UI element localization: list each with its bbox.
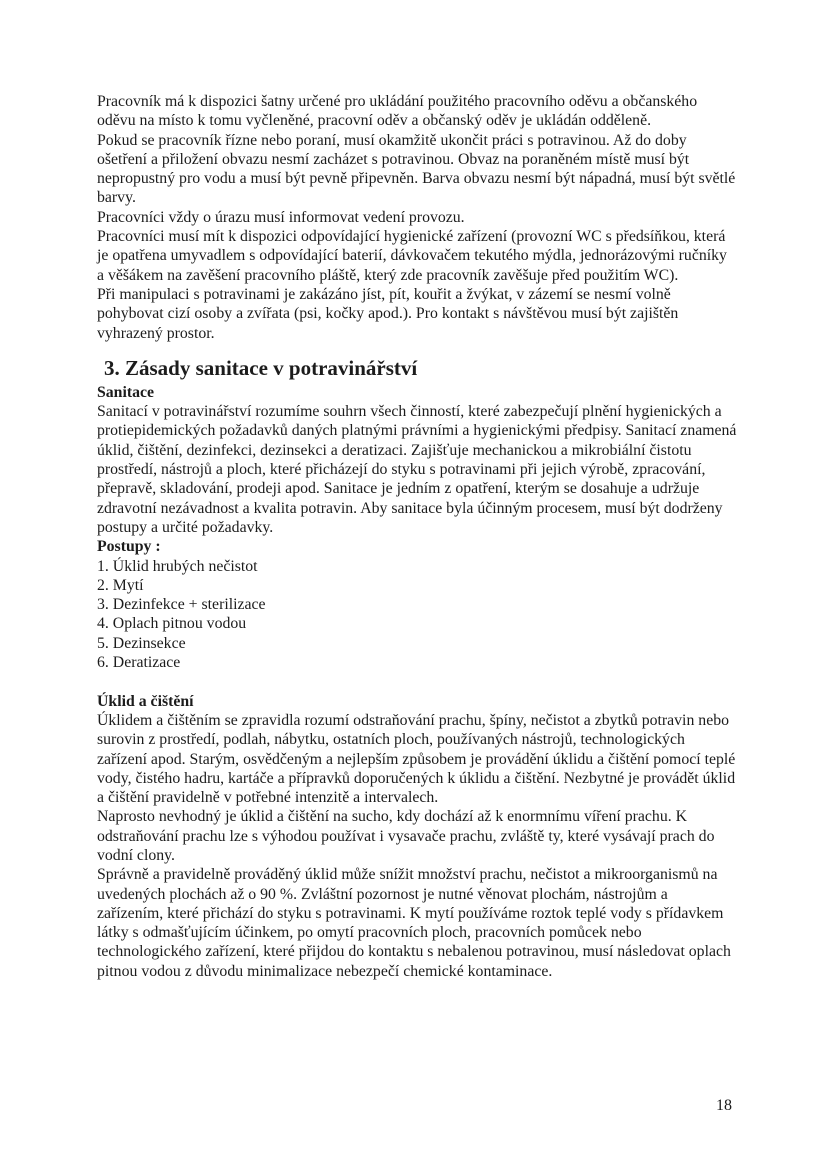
numbered-list-item-4: 4. Oplach pitnou vodou bbox=[97, 615, 247, 633]
paragraph-uklid-definition: Úklidem a čištěním se zpravidla rozumí odstraňování prachu, špíny, nečistot a zbytků potravin nebo surovin z prostředí, podlah, nábytku, ostatních ploch, používaných nástrojů, technologických zařízení apod. Starým, osvědčeným a nejlepším způsobem je provádění úklidu a čištění pomocí teplé vody, čistého hadru, kartáče a přípravků doporučených k úklidu a čištění. Nezbytné je provádět úklid a čištění pravidelně v potřebné intenzitě a intervalech. bbox=[97, 711, 736, 807]
paragraph-uklid-dry-cleaning: Naprosto nevhodný je úklid a čištění na sucho, kdy dochází až k enormnímu víření prachu. K odstraňování prachu lze s výhodou používat i vysavače prachu, zvláště ty, které vysávají prach do vodní clony. bbox=[97, 808, 715, 864]
numbered-list-item-6: 6. Deratizace bbox=[97, 654, 181, 672]
paragraph-injury-bandage: Pokud se pracovník řízne nebo poraní, musí okamžitě ukončit práci s potravinou. Až do doby ošetření a přiložení obvazu nesmí zacházet s potravinou. Obvaz na poraněném místě musí být nepropustný pro vodu a musí být pevně připevněn. Barva obvazu nesmí být nápadná, musí být světlé barvy. bbox=[97, 131, 736, 207]
page-number: 18 bbox=[716, 1097, 732, 1114]
paragraph-food-handling-rules: Při manipulaci s potravinami je zakázáno jíst, pít, kouřit a žvýkat, v zázemí se nesmí volně pohybovat cizí osoby a zvířata (psi, kočky apod.). Pro kontakt s návštěvou musí být zajištěn vyhrazený prostor. bbox=[97, 285, 679, 342]
numbered-list-item-1: 1. Úklid hrubých nečistot bbox=[97, 557, 258, 575]
numbered-list-item-3: 3. Dezinfekce + sterilizace bbox=[97, 596, 266, 614]
document-page-content bbox=[97, 92, 737, 981]
subsection-heading-postupy: Postupy : bbox=[97, 538, 161, 556]
paragraph-uklid-regular-cleaning: Správně a pravidelně prováděný úklid může snížit množství prachu, nečistot a mikroorganismů na uvedených plochách až o 90 %. Zvláštní pozornost je nutné věnovat plochám, nástrojům a zařízením, které přichází do styku s potravinami. K mytí používáme roztok teplé vody s přídavkem látky s odmašťujícím účinkem, po omytí pracovních ploch, pracovních pomůcek nebo technologického zařízení, které přijdou do kontaktu s nebalenou potravinou, musí následovat oplach pitnou vodou z důvodu minimalizace nebezpečí chemické kontaminace. bbox=[97, 866, 731, 980]
numbered-list-item-5: 5. Dezinsekce bbox=[97, 634, 186, 652]
paragraph-sanitace-definition: Sanitací v potravinářství rozumíme souhrn všech činností, které zabezpečují plnění hygienických a protiepidemických požadavků daných platnými právními a hygienickými předpisy. Sanitací znamená úklid, čištění, dezinfekci, dezinsekci a deratizaci. Zajišťuje mechanickou a mikrobiální čistotu prostředí, nástrojů a ploch, které přicházejí do styku s potravinami při jejich výrobě, zpracování, přepravě, skladování, prodeji apod. Sanitace je jedním z opatření, kterým se dosahuje a udržuje zdravotní nezávadnost a kvalita potravin. Aby sanitace byla účinným procesem, musí být dodrženy postupy a určité požadavky. bbox=[97, 403, 737, 536]
section-heading-zasady-sanitace: 3. Zásady sanitace v potravinářství bbox=[104, 355, 418, 380]
subsection-heading-sanitace: Sanitace bbox=[97, 383, 155, 401]
paragraph-injury-report: Pracovníci vždy o úrazu musí informovat vedení provozu. bbox=[97, 208, 465, 226]
numbered-list-item-2: 2. Mytí bbox=[97, 576, 144, 594]
subsection-heading-uklid-a-cisteni: Úklid a čištění bbox=[97, 692, 194, 710]
paragraph-worker-lockers: Pracovník má k dispozici šatny určené pro ukládání použitého pracovního oděvu a občanského oděvu na místo k tomu vyčleněné, pracovní oděv a občanský oděv je ukládán odděleně. bbox=[97, 93, 698, 130]
paragraph-hygienic-facilities: Pracovníci musí mít k dispozici odpovídající hygienické zařízení (provozní WC s předsíňkou, která je opatřena umyvadlem s odpovídající baterií, dávkovačem tekutého mýdla, jednorázovými ručníky a věšákem na zavěšení pracovního pláště, který zde pracovník zavěšuje před použitím WC). bbox=[97, 228, 727, 284]
